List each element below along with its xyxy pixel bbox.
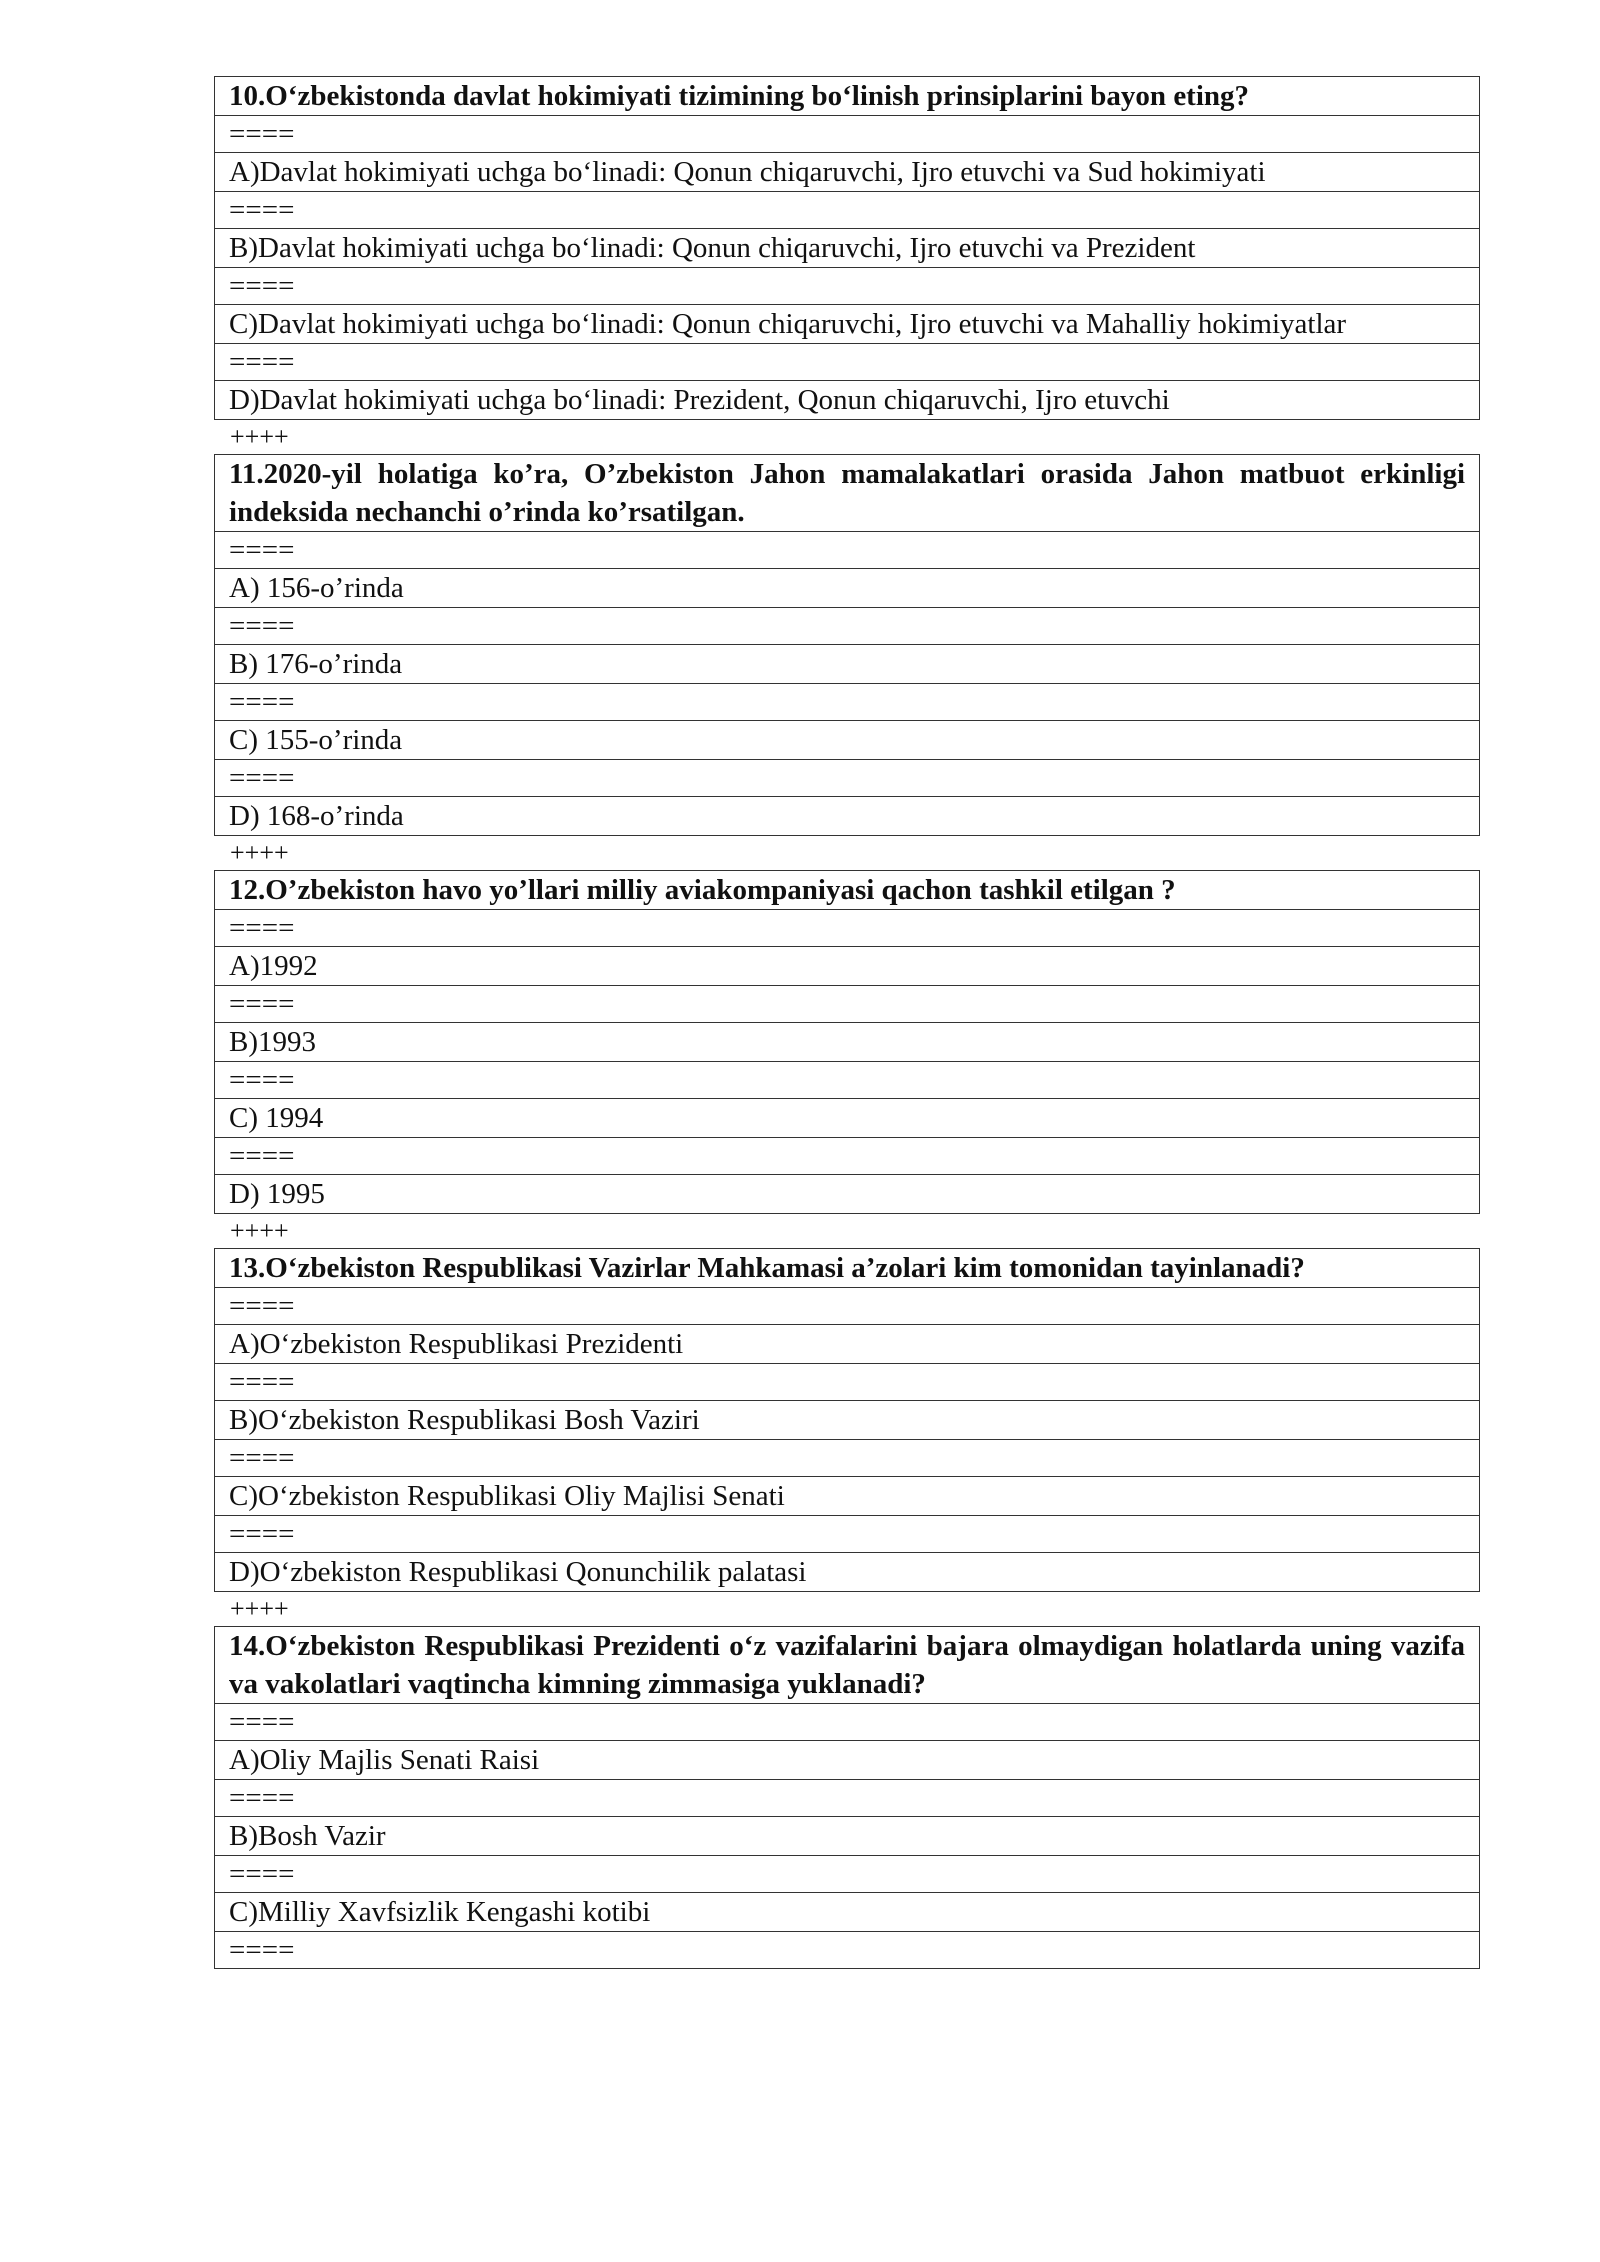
answer-option-d: D) 1995 — [215, 1175, 1480, 1214]
separator: ==== — [215, 1062, 1480, 1099]
answer-option-d: D)Davlat hokimiyati uchga bo‘linadi: Prezident, Qonun chiqaruvchi, Ijro etuvchi — [215, 381, 1480, 420]
question-block-11 — [214, 454, 1480, 836]
separator: ==== — [215, 1856, 1480, 1893]
answer-option-a: A)O‘zbekiston Respublikasi Prezidenti — [215, 1325, 1480, 1364]
answer-option-c: C)Davlat hokimiyati uchga bo‘linadi: Qonun chiqaruvchi, Ijro etuvchi va Mahalliy hokimiyatlar — [215, 305, 1480, 344]
separator: ==== — [215, 1932, 1480, 1969]
separator: ==== — [215, 1364, 1480, 1401]
separator: ==== — [215, 1516, 1480, 1553]
answer-option-c: C)Milliy Xavfsizlik Kengashi kotibi — [215, 1893, 1480, 1932]
block-end-marker: ++++ — [230, 422, 289, 451]
block-end-marker: ++++ — [230, 1216, 289, 1245]
separator: ==== — [215, 608, 1480, 645]
separator: ==== — [215, 1440, 1480, 1477]
separator: ==== — [215, 1704, 1480, 1741]
answer-option-b: B)1993 — [215, 1023, 1480, 1062]
separator: ==== — [215, 344, 1480, 381]
separator: ==== — [215, 1780, 1480, 1817]
question-title: 11.2020-yil holatiga ko’ra, O’zbekiston Jahon mamalakatlari orasida Jahon matbuot erkinligi indeksida nechanchi o’rinda ko’rsatilgan. — [215, 455, 1480, 532]
separator: ==== — [215, 910, 1480, 947]
answer-option-b: B) 176-o’rinda — [215, 645, 1480, 684]
answer-option-a: A)Davlat hokimiyati uchga bo‘linadi: Qonun chiqaruvchi, Ijro etuvchi va Sud hokimiyati — [215, 153, 1480, 192]
answer-option-a: A) 156-o’rinda — [215, 569, 1480, 608]
answer-option-b: B)O‘zbekiston Respublikasi Bosh Vaziri — [215, 1401, 1480, 1440]
answer-option-c: C) 1994 — [215, 1099, 1480, 1138]
separator: ==== — [215, 1138, 1480, 1175]
question-title: 10.O‘zbekistonda davlat hokimiyati tizimining bo‘linish prinsiplarini bayon eting? — [215, 77, 1480, 116]
separator: ==== — [215, 268, 1480, 305]
question-block-13 — [214, 1248, 1480, 1592]
answer-option-b: B)Bosh Vazir — [215, 1817, 1480, 1856]
answer-option-a: A)Oliy Majlis Senati Raisi — [215, 1741, 1480, 1780]
separator: ==== — [215, 1288, 1480, 1325]
answer-option-a: A)1992 — [215, 947, 1480, 986]
block-end-marker: ++++ — [230, 1594, 289, 1623]
separator: ==== — [215, 760, 1480, 797]
answer-option-d: D) 168-o’rinda — [215, 797, 1480, 836]
answer-option-c: C)O‘zbekiston Respublikasi Oliy Majlisi Senati — [215, 1477, 1480, 1516]
block-end-marker: ++++ — [230, 838, 289, 867]
separator: ==== — [215, 116, 1480, 153]
question-block-12 — [214, 870, 1480, 1214]
question-block-10 — [214, 76, 1480, 420]
separator: ==== — [215, 986, 1480, 1023]
question-block-14 — [214, 1626, 1480, 1969]
separator: ==== — [215, 532, 1480, 569]
separator: ==== — [215, 684, 1480, 721]
question-title: 12.O’zbekiston havo yo’llari milliy aviakompaniyasi qachon tashkil etilgan ? — [215, 871, 1480, 910]
test-page — [214, 76, 1480, 1969]
answer-option-c: C) 155-o’rinda — [215, 721, 1480, 760]
question-title: 14.O‘zbekiston Respublikasi Prezidenti o‘z vazifalarini bajara olmaydigan holatlarda uning vazifa va vakolatlari vaqtincha kimning zimmasiga yuklanadi? — [215, 1627, 1480, 1704]
answer-option-d: D)O‘zbekiston Respublikasi Qonunchilik palatasi — [215, 1553, 1480, 1592]
answer-option-b: B)Davlat hokimiyati uchga bo‘linadi: Qonun chiqaruvchi, Ijro etuvchi va Prezident — [215, 229, 1480, 268]
separator: ==== — [215, 192, 1480, 229]
question-title: 13.O‘zbekiston Respublikasi Vazirlar Mahkamasi a’zolari kim tomonidan tayinlanadi? — [215, 1249, 1480, 1288]
